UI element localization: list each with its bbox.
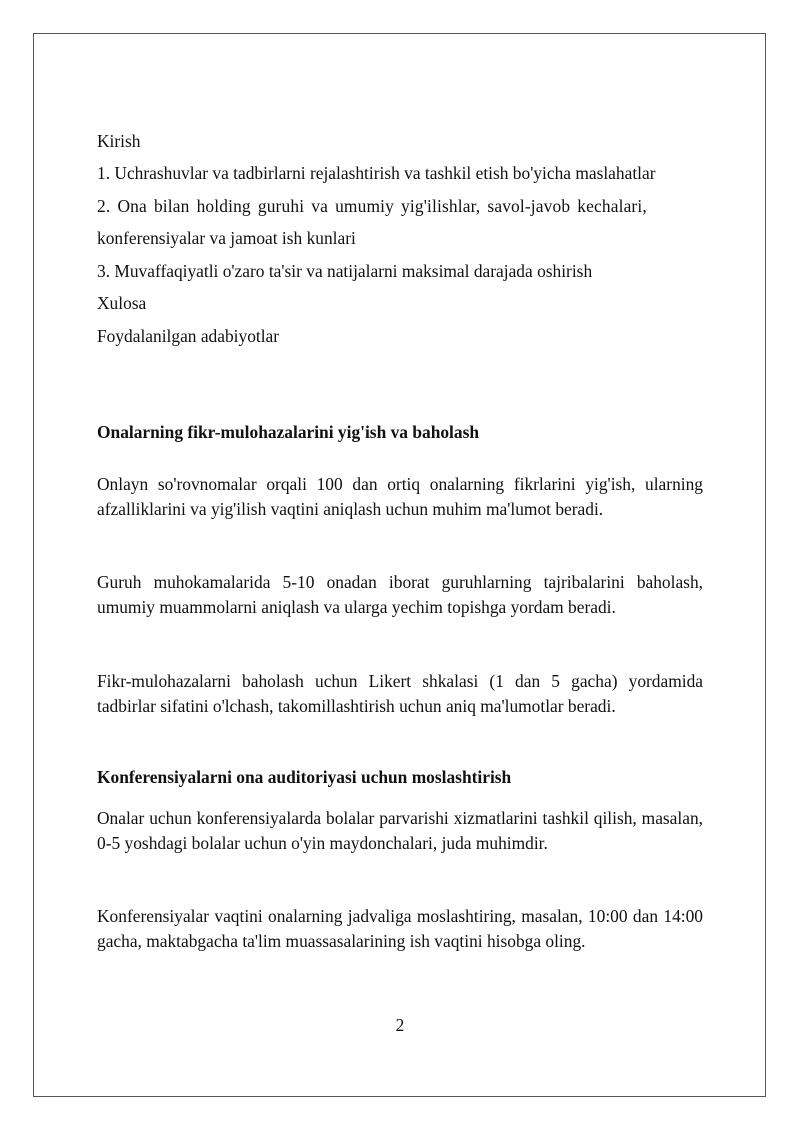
toc-item-2-line1: 2. Ona bilan holding guruhi va umumiy yig'ilishlar, savol-javob kechalari,	[97, 196, 647, 216]
paragraph-childcare: Onalar uchun konferensiyalarda bolalar parvarishi xizmatlarini tashkil qilish, masalan, 0-5 yoshdagi bolalar uchun o'yin maydonchalari, juda muhimdir.	[97, 808, 703, 853]
page-number: 2	[395, 1015, 405, 1035]
toc-item-3: 3. Muvaffaqiyatli o'zaro ta'sir va natijalarni maksimal darajada oshirish	[97, 261, 593, 281]
paragraph-group-discussions: Guruh muhokamalarida 5-10 onadan iborat guruhlarning tajribalarini baholash, umumiy muammolarni aniqlash va ularga yechim topishga yordam beradi.	[97, 572, 703, 617]
paragraph-surveys: Onlayn so'rovnomalar orqali 100 dan ortiq onalarning fikrlarini yig'ish, ularning afzalliklarini va yig'ilish vaqtini aniqlash uchun muhim ma'lumot beradi.	[97, 474, 703, 519]
paragraph-likert-scale: Fikr-mulohazalarni baholash uchun Likert shkalasi (1 dan 5 gacha) yordamida tadbirlar sifatini o'lchash, takomillashtirish uchun aniq ma'lumotlar beradi.	[97, 671, 703, 716]
toc-item-2-line2: konferensiyalar va jamoat ish kunlari	[97, 228, 356, 248]
section-heading-feedback: Onalarning fikr-mulohazalarini yig'ish va baholash	[97, 422, 480, 442]
section-heading-conferences: Konferensiyalarni ona auditoriyasi uchun moslashtirish	[97, 767, 512, 787]
toc-references: Foydalanilgan adabiyotlar	[97, 326, 280, 346]
toc-conclusion: Xulosa	[97, 293, 147, 313]
toc-item-1: 1. Uchrashuvlar va tadbirlarni rejalashtirish va tashkil etish bo'yicha maslahatlar	[97, 163, 656, 183]
paragraph-schedule: Konferensiyalar vaqtini onalarning jadvaliga moslashtiring, masalan, 10:00 dan 14:00 gacha, maktabgacha ta'lim muassasalarining ish vaqtini hisobga oling.	[97, 906, 703, 951]
toc-intro: Kirish	[97, 131, 141, 151]
